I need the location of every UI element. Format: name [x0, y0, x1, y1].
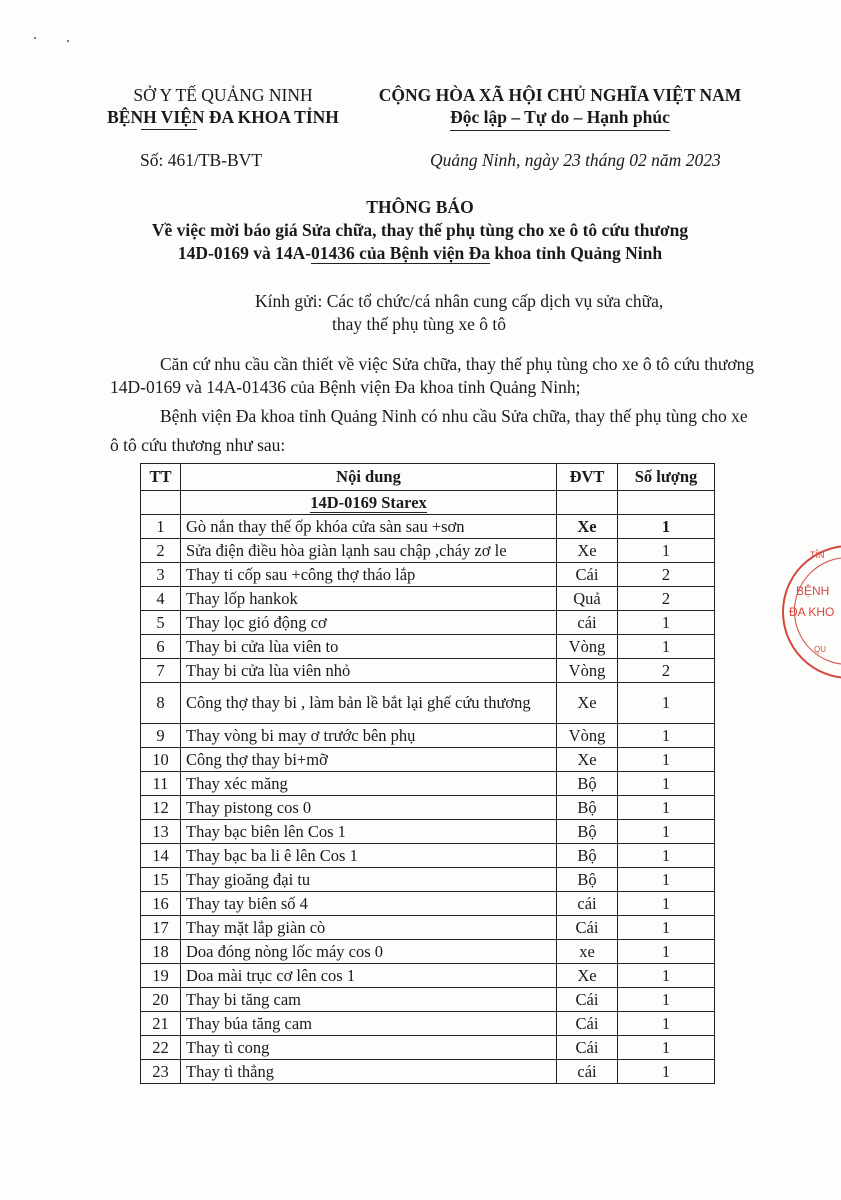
- table-row: [141, 611, 715, 635]
- row-quantity: 1: [618, 635, 715, 659]
- row-unit: cái: [557, 611, 618, 635]
- table-row: [141, 515, 715, 539]
- seal-text-mid1: BỆNH: [796, 584, 830, 598]
- row-unit: Bộ: [557, 796, 618, 820]
- row-quantity: 1: [618, 796, 715, 820]
- table-row: [141, 635, 715, 659]
- row-number: 12: [141, 796, 181, 820]
- row-quantity: 1: [618, 748, 715, 772]
- row-quantity: 1: [618, 892, 715, 916]
- row-quantity: 1: [618, 844, 715, 868]
- row-unit: Xe: [557, 515, 618, 539]
- row-content: Doa mài trục cơ lên cos 1: [181, 964, 557, 988]
- document-subject-line1: Về việc mời báo giá Sửa chữa, thay thế phụ tùng cho xe ô tô cứu thương: [151, 220, 689, 240]
- row-content: Công thợ thay bi , làm bản lề bắt lại ghế cứu thương: [181, 683, 557, 724]
- row-number: 21: [141, 1012, 181, 1036]
- row-quantity: 1: [618, 683, 715, 724]
- document-subject-line2: [100, 242, 740, 265]
- row-unit: Xe: [557, 683, 618, 724]
- national-motto: Độc lập – Tự do – Hạnh phúc: [450, 106, 670, 131]
- row-number: 11: [141, 772, 181, 796]
- document-date: Quảng Ninh, ngày 23 tháng 02 năm 2023: [430, 150, 721, 170]
- table-row: [141, 916, 715, 940]
- row-number: 16: [141, 892, 181, 916]
- row-unit: Bộ: [557, 868, 618, 892]
- seal-text-mid2: ĐA KHO: [789, 605, 835, 619]
- document-title-block: [100, 196, 740, 265]
- row-content: Thay lốp hankok: [181, 587, 557, 611]
- document-number: Số: 461/TB-BVT: [140, 150, 263, 170]
- row-quantity: 2: [618, 659, 715, 683]
- row-number: 1: [141, 515, 181, 539]
- row-number: 3: [141, 563, 181, 587]
- col-header-content: Nội dung: [181, 464, 557, 491]
- recipients-line2: thay thế phụ tùng xe ô tô: [332, 314, 507, 334]
- table-row: [141, 1060, 715, 1084]
- row-unit: Quả: [557, 587, 618, 611]
- row-quantity: 2: [618, 587, 715, 611]
- national-title: CỘNG HÒA XÃ HỘI CHỦ NGHĨA VIỆT NAM: [378, 85, 742, 105]
- group-cell-empty: [618, 491, 715, 515]
- row-unit: Vòng: [557, 635, 618, 659]
- row-quantity: 1: [618, 1036, 715, 1060]
- row-number: 13: [141, 820, 181, 844]
- row-unit: Xe: [557, 539, 618, 563]
- row-content: Thay ti cốp sau +công thợ tháo lắp: [181, 563, 557, 587]
- group-title: [181, 491, 557, 515]
- row-quantity: 1: [618, 1012, 715, 1036]
- seal-text-top: TỈN: [810, 550, 825, 560]
- recipients-line1: Kính gửi: Các tổ chức/cá nhân cung cấp dịch vụ sửa chữa,: [255, 291, 664, 311]
- national-header: [360, 84, 760, 131]
- row-number: 20: [141, 988, 181, 1012]
- items-table: [140, 463, 715, 1084]
- row-quantity: 1: [618, 611, 715, 635]
- row-number: 9: [141, 724, 181, 748]
- org-name-underline: [141, 129, 197, 130]
- table-row: [141, 772, 715, 796]
- row-unit: Vòng: [557, 724, 618, 748]
- row-number: 17: [141, 916, 181, 940]
- row-unit: Cái: [557, 1012, 618, 1036]
- table-row: [141, 587, 715, 611]
- table-row: [141, 1012, 715, 1036]
- row-content: Thay gioăng đại tu: [181, 868, 557, 892]
- row-number: 4: [141, 587, 181, 611]
- row-content: Thay pistong cos 0: [181, 796, 557, 820]
- row-content: Thay tì thẳng: [181, 1060, 557, 1084]
- row-quantity: 1: [618, 724, 715, 748]
- row-quantity: 1: [618, 515, 715, 539]
- row-content: Thay bạc biên lên Cos 1: [181, 820, 557, 844]
- row-content: Thay bi cửa lùa viên nhỏ: [181, 659, 557, 683]
- table-row: [141, 892, 715, 916]
- body-paragraph-1: Căn cứ nhu cầu cần thiết về việc Sửa chữa, thay thế phụ tùng cho xe ô tô cứu thương 14D-0169 và 14A-01436 của Bệnh viện Đa khoa tỉnh Quảng Ninh;: [110, 354, 755, 397]
- row-unit: Cái: [557, 1036, 618, 1060]
- row-unit: xe: [557, 940, 618, 964]
- row-quantity: 2: [618, 563, 715, 587]
- row-unit: Cái: [557, 988, 618, 1012]
- recipients: [255, 290, 663, 336]
- row-content: Thay vòng bi may ơ trước bên phụ: [181, 724, 557, 748]
- table-header-row: [141, 464, 715, 491]
- hospital-seal-stamp: [782, 545, 841, 679]
- row-number: 22: [141, 1036, 181, 1060]
- table-row: [141, 988, 715, 1012]
- org-name-text: BỆNH VIỆN ĐA KHOA TỈNH: [107, 107, 339, 127]
- row-quantity: 1: [618, 820, 715, 844]
- row-content: Thay bạc ba li ê lên Cos 1: [181, 844, 557, 868]
- row-number: 2: [141, 539, 181, 563]
- org-parent-name: SỞ Y TẾ QUẢNG NINH: [133, 85, 313, 105]
- row-unit: Vòng: [557, 659, 618, 683]
- row-quantity: 1: [618, 539, 715, 563]
- row-content: Doa đóng nòng lốc máy cos 0: [181, 940, 557, 964]
- row-number: 5: [141, 611, 181, 635]
- row-number: 10: [141, 748, 181, 772]
- row-quantity: 1: [618, 772, 715, 796]
- table-row: [141, 539, 715, 563]
- table-row: [141, 683, 715, 724]
- seal-text-bottom: QU: [814, 645, 826, 654]
- group-cell-empty: [557, 491, 618, 515]
- row-number: 7: [141, 659, 181, 683]
- row-content: Thay xéc măng: [181, 772, 557, 796]
- col-header-unit: ĐVT: [557, 464, 618, 491]
- col-header-tt: TT: [141, 464, 181, 491]
- row-number: 23: [141, 1060, 181, 1084]
- row-number: 8: [141, 683, 181, 724]
- scan-speck: [67, 40, 69, 42]
- table-row: [141, 844, 715, 868]
- row-unit: cái: [557, 1060, 618, 1084]
- table-row: [141, 940, 715, 964]
- row-unit: Bộ: [557, 820, 618, 844]
- row-content: Công thợ thay bi+mỡ: [181, 748, 557, 772]
- row-content: Gò nắn thay thế ốp khóa cửa sàn sau +sơn: [181, 515, 557, 539]
- row-content: Thay tay biên số 4: [181, 892, 557, 916]
- table-row: [141, 659, 715, 683]
- group-title-text: 14D-0169 Starex: [310, 492, 427, 512]
- row-quantity: 1: [618, 964, 715, 988]
- row-number: 19: [141, 964, 181, 988]
- row-unit: Xe: [557, 748, 618, 772]
- body-paragraph-2: Bệnh viện Đa khoa tỉnh Quảng Ninh có nhu cầu Sửa chữa, thay thế phụ tùng cho xe ô tô cứu thương như sau:: [110, 406, 748, 455]
- table-row: [141, 563, 715, 587]
- row-content: Thay lọc gió động cơ: [181, 611, 557, 635]
- row-number: 15: [141, 868, 181, 892]
- subject-part: 14D-0169 và 14A-: [177, 243, 312, 263]
- row-quantity: 1: [618, 1060, 715, 1084]
- subject-part: khoa tỉnh Quảng Ninh: [489, 243, 663, 263]
- org-name: [107, 106, 339, 128]
- row-unit: Cái: [557, 916, 618, 940]
- row-quantity: 1: [618, 916, 715, 940]
- col-header-qty: Số lượng: [618, 464, 715, 491]
- table-row: [141, 868, 715, 892]
- row-quantity: 1: [618, 940, 715, 964]
- row-content: Thay mặt lắp giàn cò: [181, 916, 557, 940]
- issuing-organization: [88, 84, 358, 128]
- row-unit: Bộ: [557, 772, 618, 796]
- row-quantity: 1: [618, 988, 715, 1012]
- table-row: [141, 820, 715, 844]
- row-content: Thay búa tăng cam: [181, 1012, 557, 1036]
- subject-underlined-part: 01436 của Bệnh viện Đa: [311, 243, 490, 263]
- row-content: Thay tì cong: [181, 1036, 557, 1060]
- row-content: Thay bi tăng cam: [181, 988, 557, 1012]
- table-row: [141, 964, 715, 988]
- scan-speck: [34, 37, 36, 39]
- row-unit: Xe: [557, 964, 618, 988]
- table-row: [141, 796, 715, 820]
- row-content: Thay bi cửa lùa viên to: [181, 635, 557, 659]
- table-group-row: [141, 491, 715, 515]
- document-title: THÔNG BÁO: [366, 197, 474, 217]
- row-number: 18: [141, 940, 181, 964]
- table-row: [141, 1036, 715, 1060]
- row-unit: Cái: [557, 563, 618, 587]
- row-content: Sửa điện điều hòa giàn lạnh sau chập ,cháy zơ le: [181, 539, 557, 563]
- group-cell-empty: [141, 491, 181, 515]
- table-row: [141, 748, 715, 772]
- table-row: [141, 724, 715, 748]
- row-unit: Bộ: [557, 844, 618, 868]
- row-number: 6: [141, 635, 181, 659]
- row-number: 14: [141, 844, 181, 868]
- row-quantity: 1: [618, 868, 715, 892]
- row-unit: cái: [557, 892, 618, 916]
